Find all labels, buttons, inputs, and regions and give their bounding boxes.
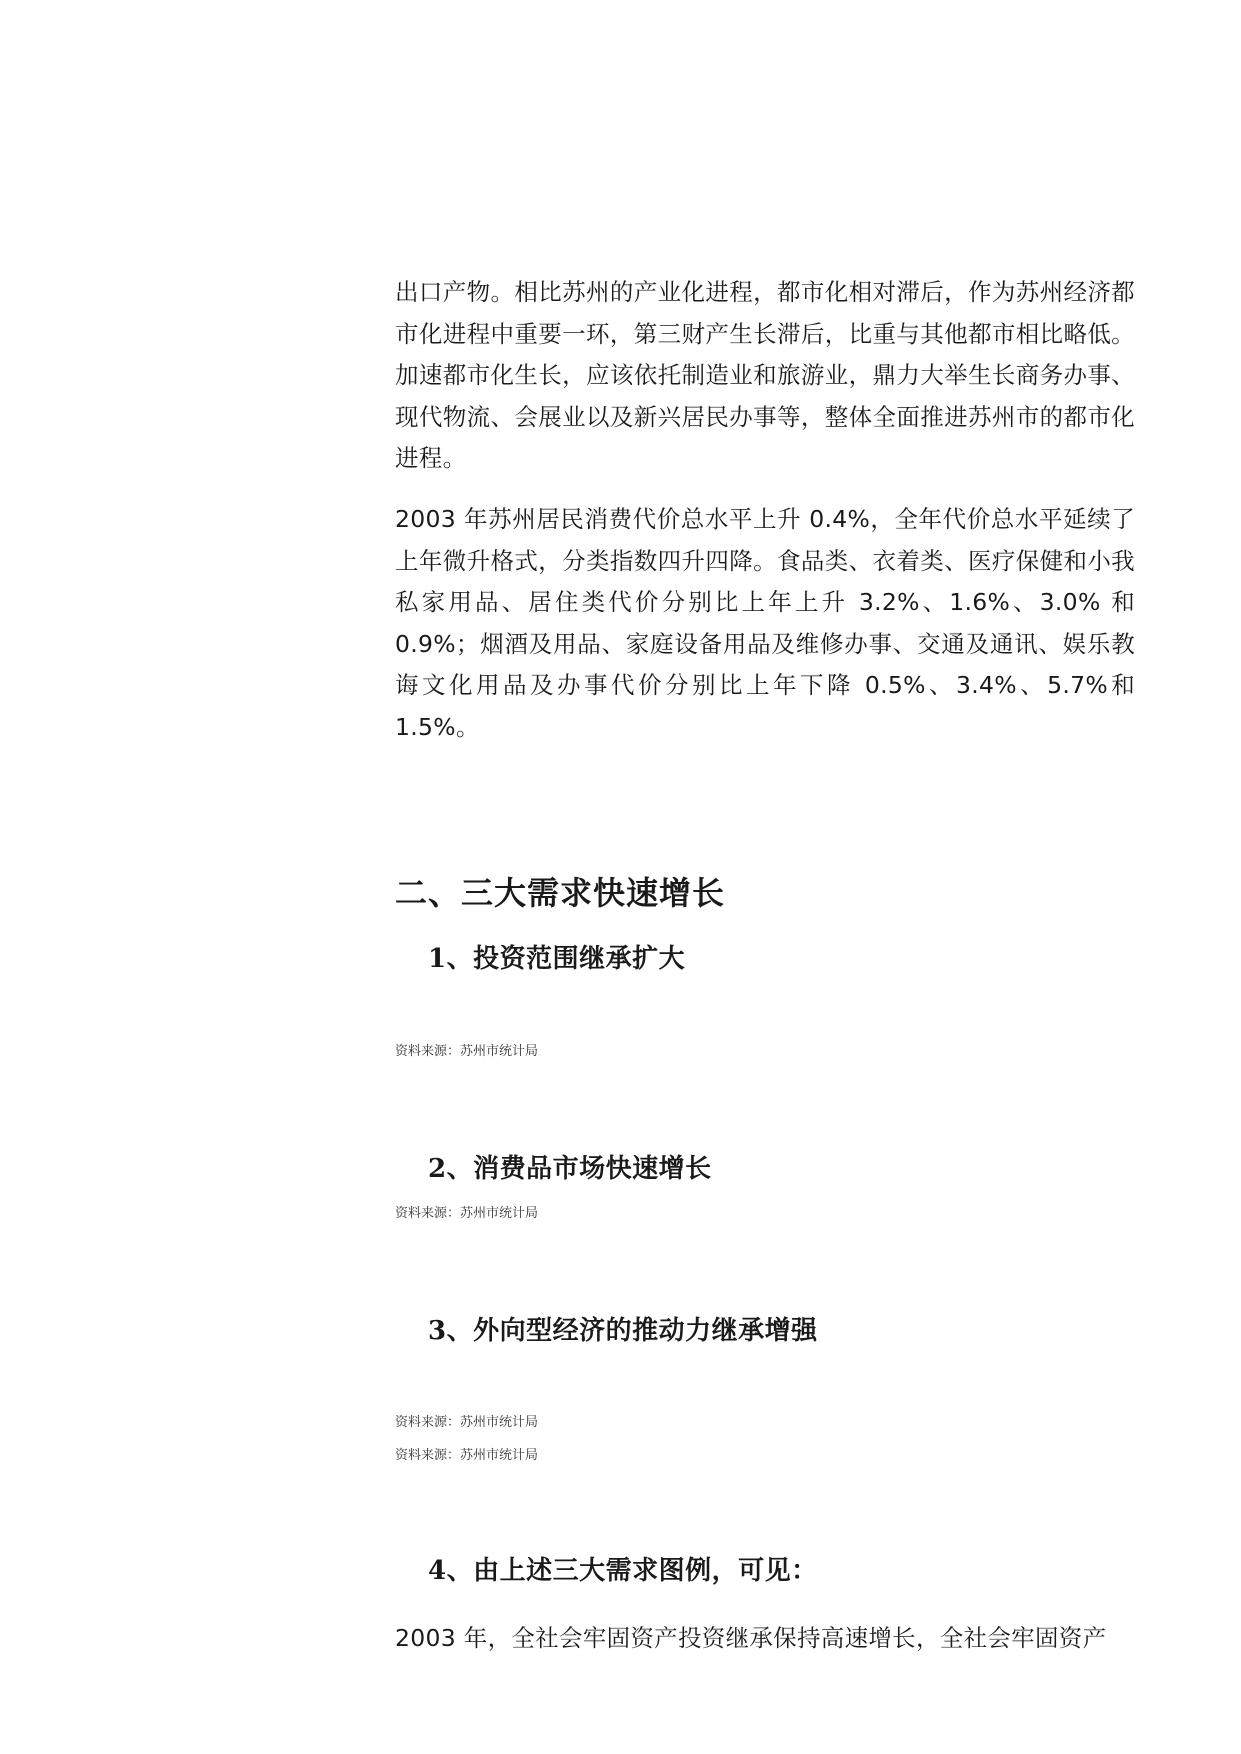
subheading-consumer-market: 2、消费品市场快速增长 <box>428 1154 712 1184</box>
section-heading-three-demands: 二、三大需求快速增长 <box>395 874 726 912</box>
source-note-export-1: 资料来源：苏州市统计局 <box>395 1415 539 1430</box>
source-note-export-2: 资料来源：苏州市统计局 <box>395 1448 539 1463</box>
source-note-investment: 资料来源：苏州市统计局 <box>395 1044 539 1059</box>
source-note-consumer: 资料来源：苏州市统计局 <box>395 1206 539 1221</box>
subheading-investment: 1、投资范围继承扩大 <box>428 944 686 974</box>
subheading-export-economy: 3、外向型经济的推动力继承增强 <box>428 1316 818 1346</box>
paragraph-fixed-investment: 2003 年，全社会牢固资产投资继承保持高速增长，全社会牢固资产 <box>395 1624 1107 1652</box>
paragraph-urbanization: 出口产物。相比苏州的产业化进程，都市化相对滞后，作为苏州经济都市化进程中重要一环，第三财产生长滞后，比重与其他都市相比略低。加速都市化生长，应该依托制造业和旅游业，鼎力大举生长商务办事、现代物流、会展业以及新兴居民办事等，整体全面推进苏州市的都市化进程。 <box>395 278 1135 472</box>
paragraph-cpi: 2003 年苏州居民消费代价总水平上升 0.4%，全年代价总水平延续了上年微升格式，分类指数四升四降。食品类、衣着类、医疗保健和小我私家用品、居住类代价分别比上年上升 3.2%、1.6%、3.0% 和 0.9%；烟酒及用品、家庭设备用品及维修办事、交通及通讯、娱乐教诲文化用品及办事代价分别比上年下降 0.5%、3.4%、5.7%和 1.5%。 <box>395 505 1135 741</box>
subheading-conclusion: 4、由上述三大需求图例，可见： <box>428 1556 818 1586</box>
